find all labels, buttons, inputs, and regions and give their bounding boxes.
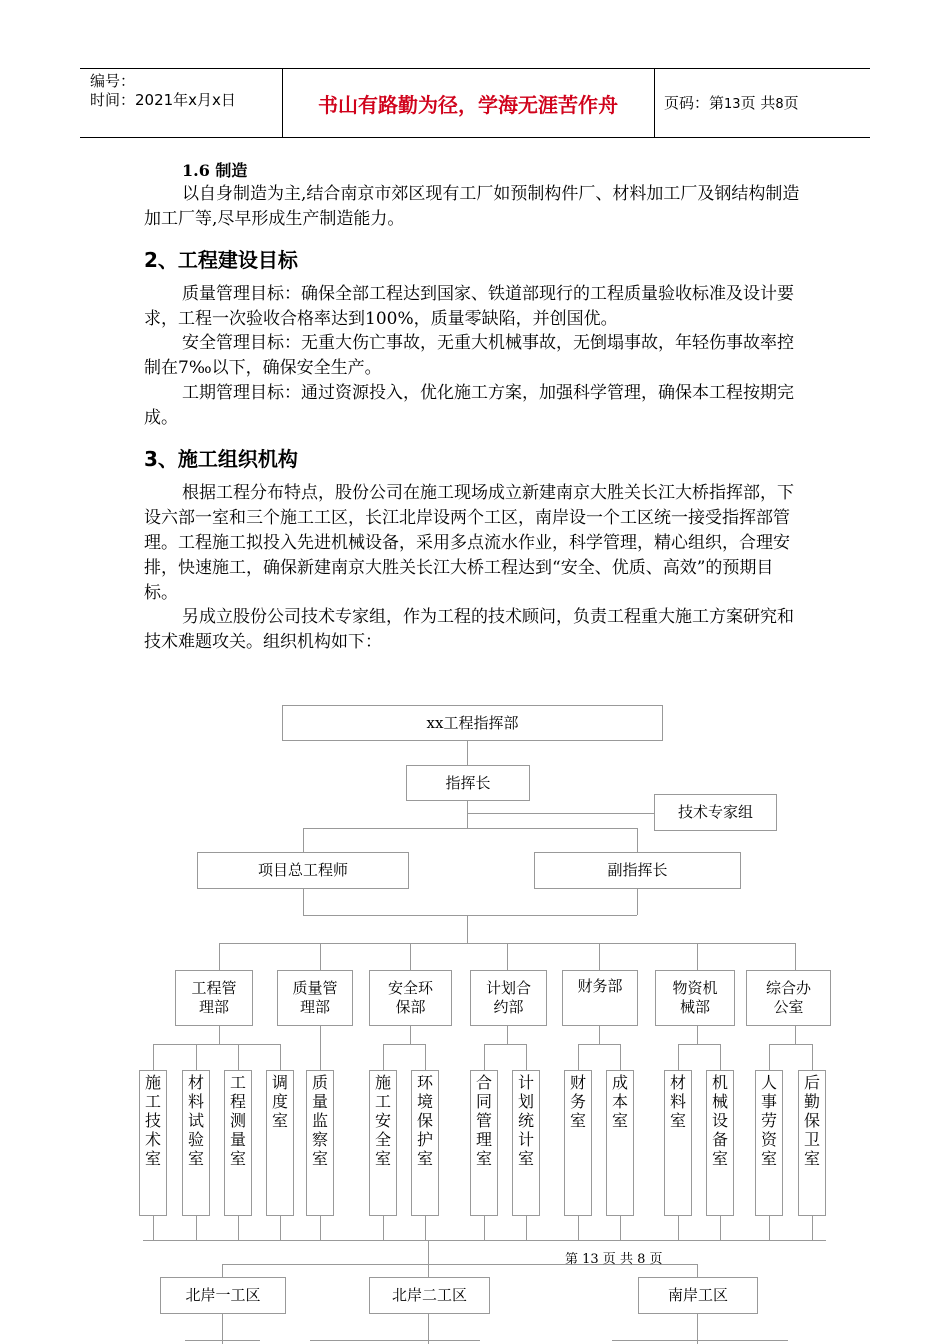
paragraph: 安全管理目标：无重大伤亡事故，无重大机械事故，无倒塌事故，年轻伤事故率控制在7‰以下，确保安全生产。	[144, 333, 794, 378]
connector-line	[720, 1044, 721, 1070]
connector-line	[678, 1216, 679, 1240]
org-box-deputy: 副指挥长	[534, 852, 741, 889]
connector-line	[383, 1044, 425, 1045]
connector-line	[280, 1044, 281, 1070]
connector-line	[303, 888, 304, 915]
org-box-commander: 指挥长	[406, 765, 530, 801]
connector-line	[280, 1216, 281, 1240]
office-label: 后勤保卫室	[804, 1073, 821, 1168]
org-box-office	[664, 1070, 692, 1216]
paragraph: 根据工程分布特点，股份公司在施工现场成立新建南京大胜关长江大桥指挥部，下设六部一室和三个施工工区，长江北岸设两个工区，南岸设一个工区统一接受指挥部管理。工程施工拟投入先进机械设备，采用多点流水作业，科学管理，精心组织，合理安排，快速施工，确保新建南京大胜关长江大桥工程达到“安全、优质、高效”的预期目标。	[144, 483, 794, 603]
connector-line	[697, 1264, 698, 1277]
connector-line	[410, 1026, 411, 1044]
connector-line	[428, 1240, 429, 1277]
connector-line	[303, 915, 637, 916]
connector-line	[383, 1216, 384, 1240]
connector-line	[320, 943, 321, 970]
connector-line	[383, 1044, 384, 1070]
org-box-office	[512, 1070, 540, 1216]
page-footer: 第 13 页 共 8 页	[565, 1252, 663, 1267]
header-code: 编号：	[90, 72, 136, 90]
connector-line	[219, 1026, 220, 1044]
connector-line	[196, 1216, 197, 1240]
connector-line	[578, 1044, 620, 1045]
office-label: 施工安全室	[375, 1073, 392, 1168]
connector-line	[578, 1216, 579, 1240]
connector-line	[812, 1216, 813, 1240]
subsection-title: 1.6 制造	[182, 161, 248, 180]
connector-line	[484, 1044, 526, 1045]
connector-line	[467, 915, 468, 944]
header-motto: 书山有路勤为径，学海无涯苦作舟	[318, 93, 618, 117]
org-box-hq: xx工程指挥部	[282, 705, 663, 741]
office-label: 成本室	[612, 1073, 629, 1130]
header-meta	[90, 72, 236, 110]
org-box-office	[564, 1070, 592, 1216]
connector-line	[507, 1026, 508, 1044]
section-title: 2、工程建设目标	[144, 248, 298, 272]
connector-line	[769, 1216, 770, 1240]
office-label: 工程测量室	[230, 1073, 247, 1168]
org-box-department: 财务部	[562, 970, 638, 1026]
connector-line	[620, 1044, 621, 1070]
connector-line	[637, 888, 638, 915]
page-mid: 页 共	[740, 94, 776, 112]
office-label: 材料试验室	[188, 1073, 205, 1168]
connector-line	[320, 1216, 321, 1240]
connector-line	[219, 943, 220, 970]
org-box-office	[706, 1070, 734, 1216]
org-box-department: 质量管理部	[277, 970, 353, 1026]
org-box-office	[224, 1070, 252, 1216]
org-box-department: 物资机械部	[655, 970, 735, 1026]
paragraph: 另成立股份公司技术专家组，作为工程的技术顾问，负责工程重大施工方案研究和技术难题攻关。组织机构如下：	[144, 607, 794, 652]
connector-line	[238, 1044, 239, 1070]
connector-line	[153, 1216, 154, 1240]
org-box-work-area: 南岸工区	[638, 1277, 758, 1314]
connector-line	[720, 1216, 721, 1240]
connector-line	[185, 1340, 260, 1341]
office-label: 计划统计室	[518, 1073, 535, 1168]
connector-line	[612, 1340, 788, 1341]
org-box-department: 计划合约部	[470, 970, 547, 1026]
connector-line	[425, 1044, 426, 1070]
office-label: 人事劳资室	[761, 1073, 778, 1168]
connector-line	[697, 943, 698, 970]
page-prefix: 页码：第	[664, 94, 725, 112]
connector-line	[153, 1044, 154, 1070]
org-box-office	[755, 1070, 783, 1216]
org-box-office	[182, 1070, 210, 1216]
office-label: 施工技术室	[145, 1073, 162, 1168]
page-total: 8	[775, 97, 784, 112]
header-time: 时间：2021年x月x日	[90, 91, 236, 109]
connector-line	[303, 828, 304, 852]
connector-line	[795, 1026, 796, 1044]
office-label: 财务室	[570, 1073, 587, 1130]
connector-line	[795, 943, 796, 970]
connector-line	[303, 828, 637, 829]
org-box-office	[369, 1070, 397, 1216]
org-box-work-area: 北岸二工区	[369, 1277, 490, 1314]
connector-line	[310, 1340, 480, 1341]
org-box-office	[306, 1070, 334, 1216]
office-label: 机械设备室	[712, 1073, 729, 1168]
org-box-office	[606, 1070, 634, 1216]
page-number: 13	[724, 97, 741, 112]
org-box-work-area: 北岸一工区	[160, 1277, 286, 1314]
org-box-office	[411, 1070, 439, 1216]
org-box-office	[139, 1070, 167, 1216]
connector-line	[526, 1216, 527, 1240]
connector-line	[153, 1044, 281, 1045]
office-label: 环境保护室	[417, 1073, 434, 1168]
connector-line	[484, 1216, 485, 1240]
paragraph: 工期管理目标：通过资源投入，优化施工方案，加强科学管理，确保本工程按期完成。	[144, 383, 794, 428]
org-box-department: 工程管理部	[175, 970, 253, 1026]
connector-line	[425, 1216, 426, 1240]
org-box-office	[470, 1070, 498, 1216]
connector-line	[769, 1044, 770, 1070]
header-page-info	[664, 92, 799, 113]
paragraph: 质量管理目标：确保全部工程达到国家、铁道部现行的工程质量验收标准及设计要求，工程一次验收合格率达到100%，质量零缺陷，并创国优。	[144, 284, 794, 329]
office-label: 质量监察室	[312, 1073, 329, 1168]
connector-line	[467, 800, 468, 829]
office-label: 合同管理室	[476, 1073, 493, 1168]
connector-line	[467, 813, 654, 814]
connector-line	[578, 1044, 579, 1070]
connector-line	[222, 1264, 223, 1277]
connector-line	[599, 943, 600, 970]
org-box-department: 安全环保部	[369, 970, 452, 1026]
connector-line	[599, 1026, 600, 1044]
page-header	[80, 68, 870, 138]
header-divider	[654, 69, 655, 137]
page-suffix: 页	[783, 94, 799, 112]
connector-line	[697, 1026, 698, 1044]
office-label: 材料室	[670, 1073, 687, 1130]
org-box-office	[266, 1070, 294, 1216]
connector-line	[620, 1216, 621, 1240]
connector-line	[637, 828, 638, 852]
connector-line	[507, 943, 508, 970]
connector-line	[678, 1044, 720, 1045]
section-title: 3、施工组织机构	[144, 447, 298, 471]
org-box-department: 综合办公室	[746, 970, 831, 1026]
connector-line	[410, 943, 411, 970]
org-box-expert-group: 技术专家组	[654, 794, 777, 831]
connector-line	[320, 1026, 321, 1070]
org-box-chief-engineer: 项目总工程师	[197, 852, 409, 889]
office-label: 调度室	[272, 1073, 289, 1130]
connector-line	[812, 1044, 813, 1070]
connector-line	[143, 1240, 826, 1241]
connector-line	[238, 1216, 239, 1240]
connector-line	[526, 1044, 527, 1070]
connector-line	[678, 1044, 679, 1070]
connector-line	[769, 1044, 812, 1045]
paragraph: 以自身制造为主,结合南京市郊区现有工厂如预制构件厂、材料加工厂及钢结构制造加工厂等,尽早形成生产制造能力。	[144, 184, 800, 229]
org-box-office	[798, 1070, 826, 1216]
connector-line	[484, 1044, 485, 1070]
connector-line	[196, 1044, 197, 1070]
connector-line	[467, 741, 468, 765]
